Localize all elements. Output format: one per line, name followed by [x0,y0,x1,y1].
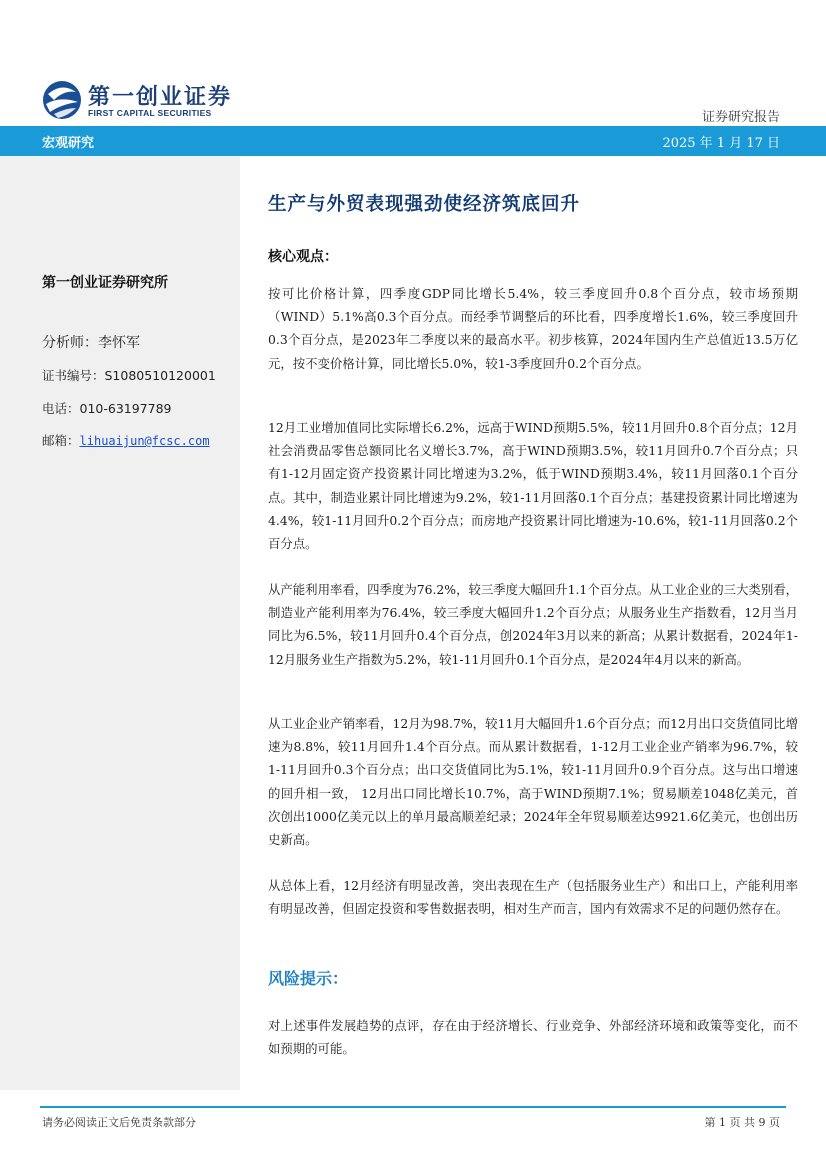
paragraph-summary: 从总体上看，12月经济有明显改善，突出表现在生产（包括服务业生产）和出口上，产能利用率有明显改善，但固定投资和零售数据表明，相对生产而言，国内有效需求不足的问题仍然存在。 [268,878,798,917]
report-type: 证券研究报告 [701,110,780,125]
risk-text: 对上述事件发展趋势的点评，存在由于经济增长、行业竞争、外部经济环境和政策等变化，而不如预期的可能。 [268,1018,798,1057]
analyst-name: 分析师：李怀军 [42,335,140,351]
page-title: 生产与外贸表现强劲使经济筑底回升 [268,194,581,215]
paragraph-trade: 从工业企业产销率看，12月为98.7%，较11月大幅回升1.6个百分点；而12月出口交货值同比增速为8.8%，较11月回升1.4个百分点。而从累计数据看，1-12月工业企业产销率为96.7%，较1-11月回升0.3个百分点；出口交货值同比为5.1%，较1-11月回升0.9个百分点。这与出口增速的回升相一致， 12月出口同比增长10.7%，高于WIND预期7.1%；贸易顺差1048亿美元，首次创出1000亿美元以上的单月最高顺差纪录；2024年全年贸易顺差达9921.6亿美元，也创出历史新高。 [268,716,798,848]
email-label: 邮箱： [42,433,80,448]
footer-disclaimer: 请务必阅读正文后免责条款部分 [42,1116,196,1129]
paragraph-capacity: 从产能利用率看，四季度为76.2%，较三季度大幅回升1.1个百分点。从工业企业的三大类别看，制造业产能利用率为76.4%，较三季度大幅回升1.2个百分点；从服务业生产指数看，12月当月同比为6.5%，较11月回升0.4个百分点，创2024年3月以来的新高；从累计数据看，2024年1-12月服务业生产指数为5.2%，较1-11月回升0.1个百分点，是2024年4月以来的新高。 [268,582,798,667]
page-number: 第 1 页 共 9 页 [704,1116,780,1129]
logo-name-cn: 第一创业证券 [88,84,233,110]
paragraph-gdp: 按可比价格计算，四季度GDP同比增长5.4%，较三季度回升0.8个百分点，较市场预期（WIND）5.1%高0.3个百分点。而经季节调整后的环比看，四季度增长1.6%，较三季度回升0.3个百分点，是2023年二季度以来的最高水平。初步核算，2024年国内生产总值近13.5万亿元，按不变价格计算，同比增长5.0%，较1-3季度回升0.2个百分点。 [268,286,798,371]
paragraph-industry: 12月工业增加值同比实际增长6.2%，远高于WIND预期5.5%，较11月回升0.8个百分点；12月社会消费品零售总额同比名义增长3.7%，高于WIND预期3.5%，较11月回升0.7个百分点；只有1-12月固定资产投资累计同比增速为3.2%，低于WIND预期3.4%，较11月回落0.1个百分点。其中，制造业累计同比增速为9.2%，较1-11月回落0.1个百分点；基建投资累计同比增速为4.4%，较1-11月回升0.2个百分点；而房地产投资累计同比增速为-10.6%，较1-11月回落0.2个百分点。 [268,420,798,552]
logo-name-en: FIRST CAPITAL SECURITIES [88,108,212,118]
core-views-heading: 核心观点： [268,249,338,265]
certificate-number: 证书编号：S1080510120001 [42,368,216,383]
report-date: 2025 年 1 月 17 日 [662,136,780,151]
email-link[interactable]: lihuaijun@fcsc.com [79,434,210,448]
sidebar [0,156,240,1090]
report-category: 宏观研究 [42,136,95,151]
institute-name: 第一创业证券研究所 [42,275,168,291]
footer-divider [40,1106,786,1108]
risk-heading: 风险提示： [268,969,349,988]
phone-number: 电话：010-63197789 [42,401,172,416]
email-row [42,431,210,449]
